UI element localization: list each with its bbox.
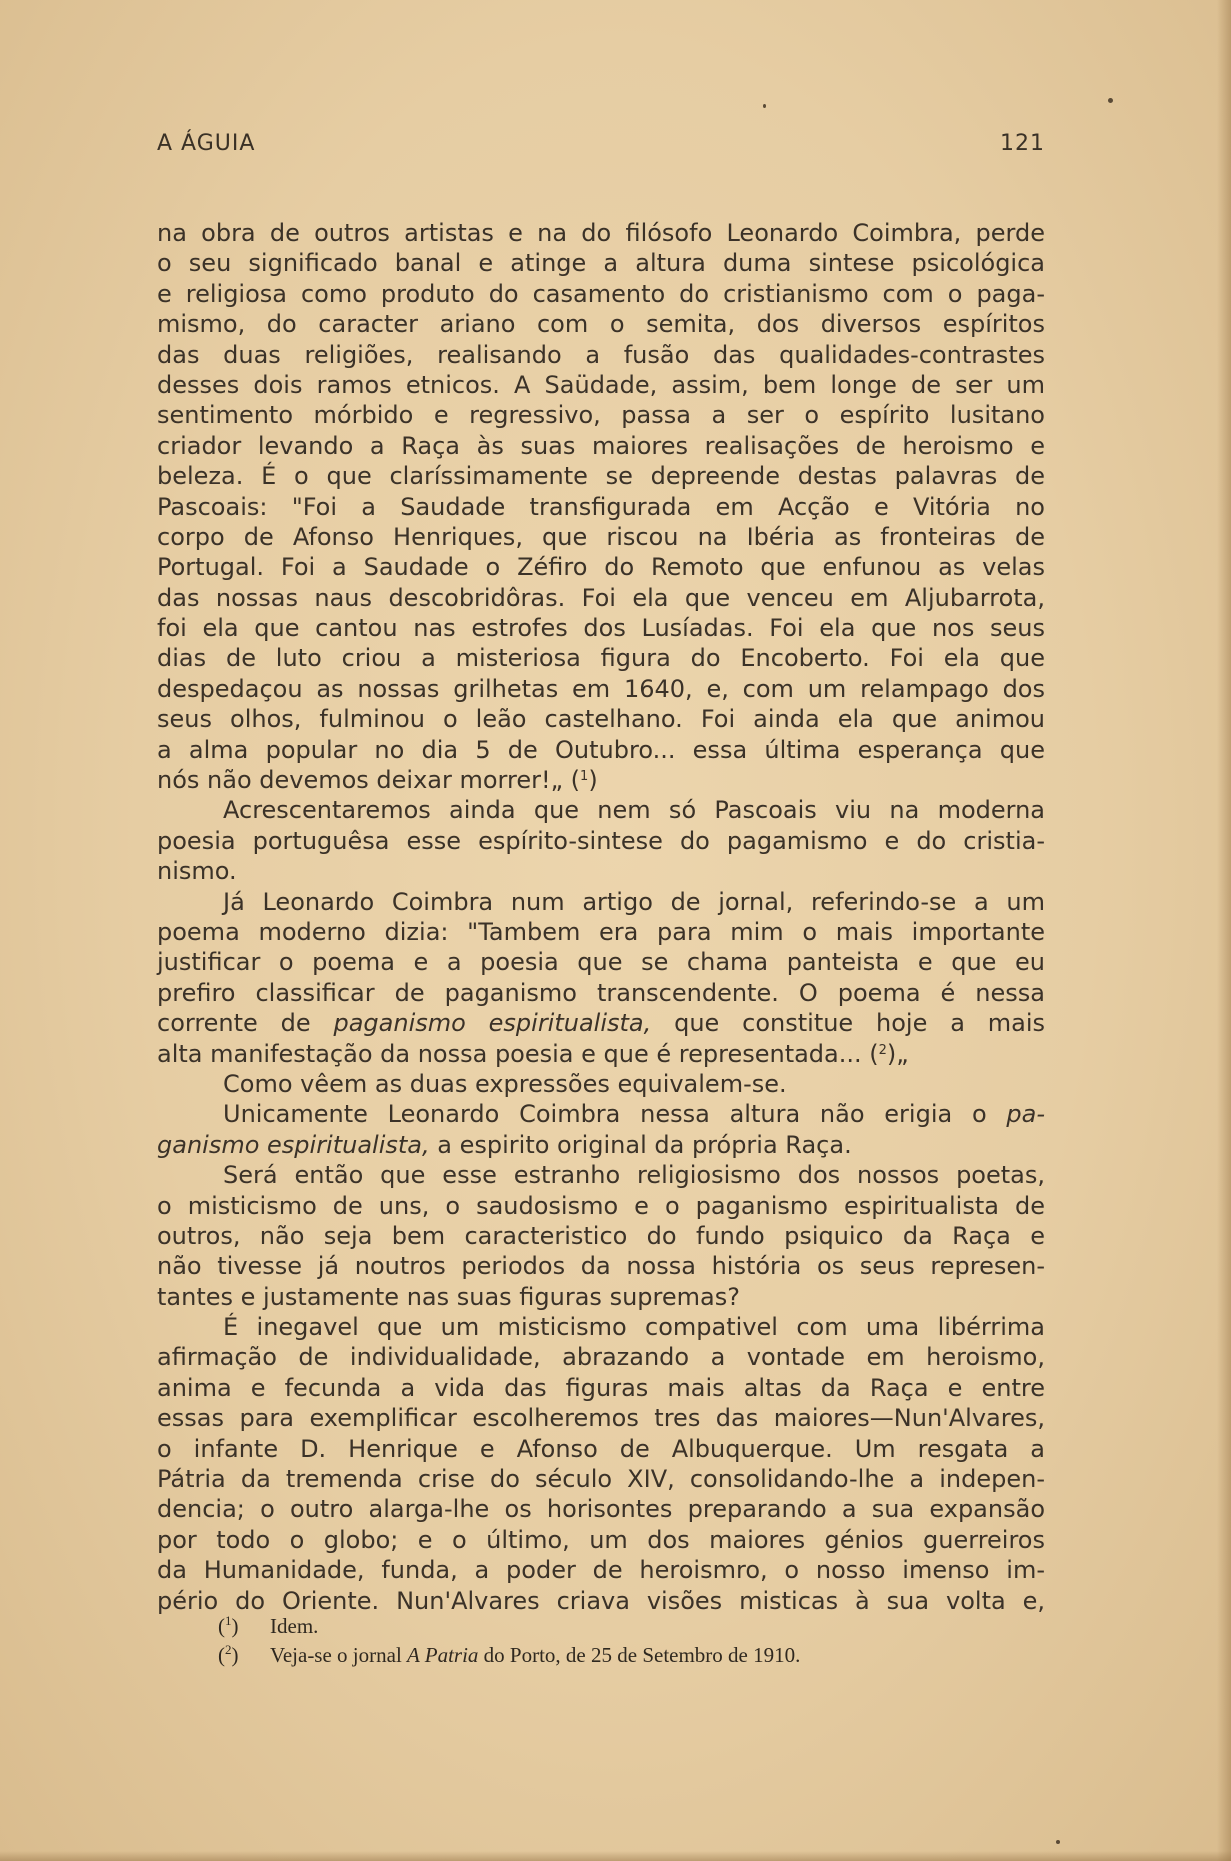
footnote-text: Idem. (270, 1614, 319, 1638)
line-text: É inegavel que um misticismo compativel com uma libérrima (223, 1313, 1045, 1342)
text-line (157, 735, 1045, 765)
text-line (157, 1403, 1045, 1433)
footnote-ref-number: 2 (878, 1042, 887, 1058)
line-text: Portugal. Foi a Saudade o Zéfiro do Remoto que enfunou as velas (157, 553, 1045, 582)
line-text: desses dois ramos etnicos. A Saüdade, assim, bem longe de ser um (157, 370, 1045, 399)
line-text: Como vêem as duas expressões equivalem-se. (223, 1069, 787, 1098)
line-text: nós não devemos deixar morrer!„ (157, 766, 564, 795)
line-text: outros, não seja bem caracteristico do fundo psiquico da Raça e (157, 1221, 1045, 1250)
page-edge-shadow (0, 1851, 1231, 1861)
text-line (157, 1160, 1045, 1190)
line-text: Pascoais: "Foi a Saudade transfigurada em Acção e Vitória no (157, 492, 1045, 521)
text-line (157, 461, 1045, 491)
text-line (157, 1342, 1045, 1372)
line-text: poesia portuguêsa esse espírito-sintese do pagamismo e do cristia- (157, 826, 1045, 855)
text-line (157, 643, 1045, 673)
footnote-number: 1 (225, 1613, 232, 1628)
text-line (157, 1191, 1045, 1221)
line-text: corrente de (157, 1009, 334, 1038)
line-text: a alma popular no dia 5 de Outubro... essa última esperança que (157, 735, 1045, 764)
line-text: poema moderno dizia: "Tambem era para mim o mais importante (157, 917, 1045, 946)
line-text: dencia; o outro alarga-lhe os horisontes preparando a sua expansão (157, 1495, 1045, 1524)
footnote-ref-open: ( (563, 766, 581, 795)
footnote-item (218, 1641, 1018, 1670)
line-text: criador levando a Raça às suas maiores realisações de heroismo e (157, 431, 1045, 460)
text-line (157, 795, 1045, 825)
line-text: que constitue hoje a mais (651, 1009, 1045, 1038)
text-line (157, 431, 1045, 461)
text-line (157, 826, 1045, 856)
italic-text: pa- (1006, 1100, 1045, 1129)
line-text: Acrescentaremos ainda que nem só Pascoais viu na moderna (223, 796, 1045, 825)
text-line (157, 279, 1045, 309)
text-line (157, 1069, 1045, 1099)
line-text: das nossas naus descobridôras. Foi ela que venceu em Aljubarrota, (157, 583, 1045, 612)
line-text: sentimento mórbido e regressivo, passa a ser o espírito lusitano (157, 401, 1045, 430)
text-line (157, 583, 1045, 613)
text-line (157, 370, 1045, 400)
text-line (157, 978, 1045, 1008)
line-text: afirmação de individualidade, abrazando a vontade em heroismo, (157, 1343, 1045, 1372)
text-line (157, 1251, 1045, 1281)
footnote-text: do Porto, de 25 de Setembro de 1910. (478, 1643, 801, 1667)
footnote-mark: ($^1$) (218, 1613, 239, 1638)
page-edge-shadow (1217, 0, 1231, 1861)
line-text: Já Leonardo Coimbra num artigo de jornal, referindo-se a um (223, 887, 1045, 916)
text-line (157, 1008, 1045, 1038)
text-line (157, 248, 1045, 278)
text-line (157, 1464, 1045, 1494)
line-text: tantes e justamente nas suas figuras supremas? (157, 1282, 740, 1311)
line-text: seus olhos, fulminou o leão castelhano. Foi ainda ela que animou (157, 705, 1045, 734)
running-title: A ÁGUIA (157, 131, 256, 156)
text-line (157, 340, 1045, 370)
footnote-ref-open: ( (861, 1039, 879, 1068)
text-line (157, 1099, 1045, 1129)
text-line (157, 1221, 1045, 1251)
footnote-mark: ($^2$) (218, 1642, 239, 1667)
footnote-number: 2 (225, 1642, 232, 1657)
line-text: prefiro classificar de paganismo transcendente. O poema é nessa (157, 978, 1045, 1007)
text-line (157, 674, 1045, 704)
line-text: o infante D. Henrique e Afonso de Albuquerque. Um resgata a (157, 1434, 1045, 1463)
line-text: corpo de Afonso Henriques, que riscou na Ibéria as fronteiras de (157, 522, 1045, 551)
page-number: 121 (1000, 131, 1045, 156)
line-text: Unicamente Leonardo Coimbra nessa altura não erigia o (223, 1100, 1007, 1129)
line-text: na obra de outros artistas e na do filósofo Leonardo Coimbra, perde (157, 219, 1045, 247)
line-text: o misticismo de uns, o saudosismo e o paganismo espiritualista de (157, 1191, 1045, 1220)
text-line (157, 1434, 1045, 1464)
paper-speck (1108, 98, 1113, 103)
line-text: e religiosa como produto do casamento do cristianismo com o paga- (157, 279, 1045, 308)
body-text (157, 218, 1045, 1616)
text-line (157, 1494, 1045, 1524)
text-line (157, 947, 1045, 977)
text-line (157, 917, 1045, 947)
italic-text: paganismo espiritualista, (333, 1009, 652, 1038)
text-line (157, 1555, 1045, 1585)
text-line (157, 552, 1045, 582)
footnote-italic: A Patria (407, 1643, 479, 1667)
line-text: não tivesse já noutros periodos da nossa história os seus represen- (157, 1252, 1045, 1281)
text-line (157, 613, 1045, 643)
text-line (157, 856, 1045, 886)
line-text: a espirito original da própria Raça. (429, 1130, 852, 1159)
italic-text: ganismo espiritualista, (157, 1130, 430, 1159)
text-line (157, 1373, 1045, 1403)
line-text: Será então que esse estranho religiosismo dos nossos poetas, (223, 1161, 1045, 1190)
line-text: justificar o poema e a poesia que se chama panteista e que eu (157, 948, 1045, 977)
text-line (157, 309, 1045, 339)
text-line (157, 400, 1045, 430)
footnote-text: Veja-se o jornal (270, 1643, 408, 1667)
page-header (157, 131, 1045, 163)
footnote-ref-number: 1 (580, 769, 589, 785)
text-line (157, 1525, 1045, 1555)
line-text: beleza. É o que claríssimamente se depreende destas palavras de (157, 462, 1045, 491)
text-line (157, 1282, 1045, 1312)
line-text: Pátria da tremenda crise do século XIV, consolidando-lhe a indepen- (157, 1465, 1045, 1494)
line-text: mismo, do caracter ariano com o semita, dos diversos espíritos (157, 310, 1045, 339)
text-line (157, 522, 1045, 552)
line-text: da Humanidade, funda, a poder de heroismro, o nosso imenso im- (157, 1556, 1045, 1585)
line-text: anima e fecunda a vida das figuras mais altas da Raça e entre (157, 1373, 1045, 1402)
footnote-ref-close: ) (588, 766, 598, 795)
text-line (157, 1312, 1045, 1342)
footnote-ref-close: )„ (886, 1039, 909, 1068)
text-line (157, 1130, 1045, 1160)
line-text: das duas religiões, realisando a fusão das qualidades-contrastes (157, 340, 1045, 369)
text-line (157, 218, 1045, 248)
paper-speck (763, 104, 766, 108)
line-text: essas para exemplificar escolheremos tres das maiores—Nun'Alvares, (157, 1404, 1045, 1433)
text-line (157, 492, 1045, 522)
line-text: o seu significado banal e atinge a altura duma sintese psicológica (157, 249, 1045, 278)
footnote-item (218, 1612, 1018, 1641)
line-text: nismo. (157, 857, 237, 886)
text-line (157, 1039, 1045, 1069)
line-text: despedaçou as nossas grilhetas em 1640, e, com um relampago dos (157, 674, 1045, 703)
line-text: alta manifestação da nossa poesia e que é representada... (157, 1039, 862, 1068)
line-text: foi ela que cantou nas estrofes dos Lusíadas. Foi ela que nos seus (157, 614, 1045, 643)
footnotes (218, 1612, 1018, 1670)
line-text: dias de luto criou a misteriosa figura do Encoberto. Foi ela que (157, 644, 1045, 673)
text-line (157, 887, 1045, 917)
line-text: pério do Oriente. Nun'Alvares criava visões misticas à sua volta e, (157, 1586, 1045, 1615)
text-line (157, 765, 1045, 795)
text-line (157, 704, 1045, 734)
line-text: por todo o globo; e o último, um dos maiores génios guerreiros (157, 1525, 1045, 1554)
paper-speck (1056, 1840, 1060, 1844)
